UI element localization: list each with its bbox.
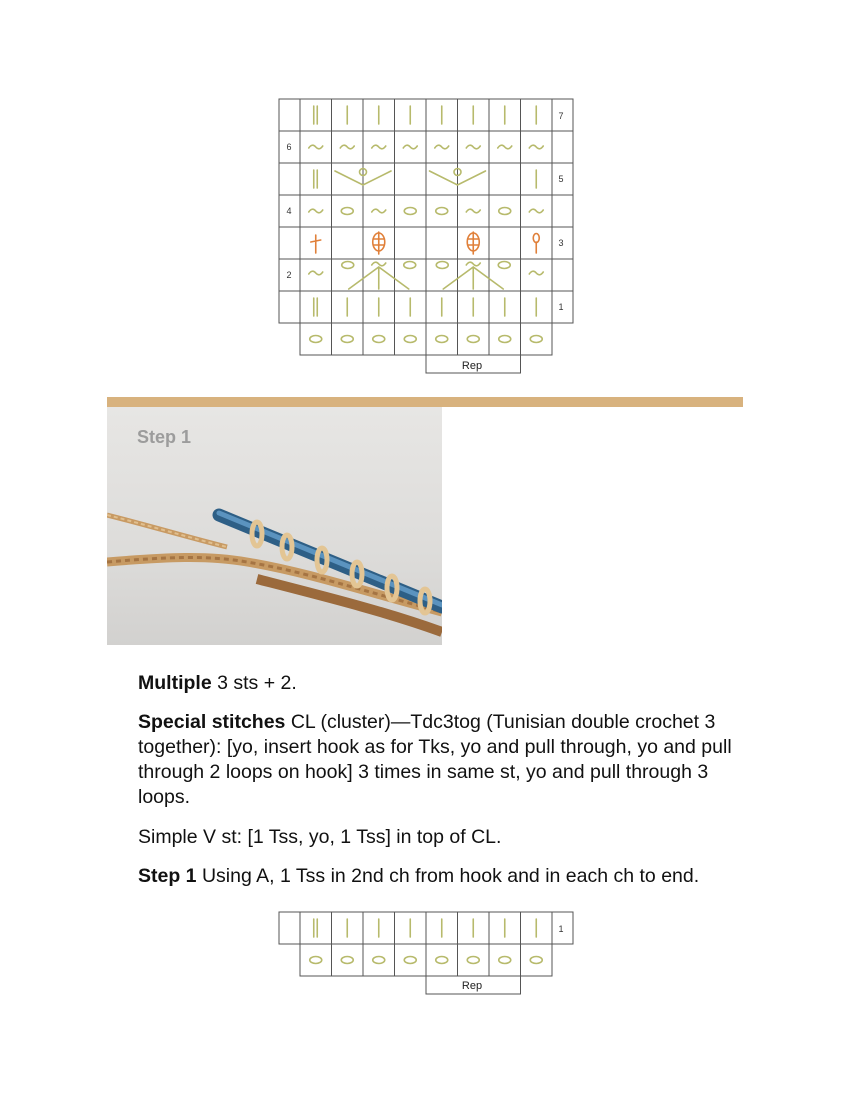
paragraph-special-stitches <box>138 710 748 810</box>
step-1-text: Using A, 1 Tss in 2nd ch from hook and in each ch to end. <box>196 865 700 887</box>
photo-caption: Step 1 <box>137 427 192 447</box>
row4-return-loop-1 <box>341 208 353 215</box>
row2-return-mark-0 <box>309 271 323 275</box>
section-divider-band <box>107 397 743 407</box>
row6-return-mark-7 <box>529 145 543 149</box>
foundation-chain-0 <box>310 336 322 343</box>
row6-return-mark-4 <box>435 145 449 149</box>
foundation-chain-5 <box>467 336 479 343</box>
row2-decrease-top-b <box>466 262 480 266</box>
row6-return-mark-6 <box>498 145 512 149</box>
row6-return-mark-5 <box>466 145 480 149</box>
row2-loop-left-b <box>436 262 448 269</box>
simple-v-text: Simple V st: [1 Tss, yo, 1 Tss] in top of CL. <box>138 826 502 848</box>
row-label-4: 4 <box>286 206 292 216</box>
bottom-foundation-chain-7 <box>530 957 542 964</box>
rep-label-bottom: Rep <box>461 980 483 992</box>
stitch-chart-bottom <box>279 912 579 1002</box>
foundation-chain-4 <box>436 336 448 343</box>
multiple-label: Multiple <box>138 672 212 694</box>
special-stitches-text: CL (cluster)—Tdc3tog (Tunisian double crochet 3 together): [yo, insert hook as for Tks, yo and pull through, yo and pull through 2 loops on hook] 3 times in same st, yo and pull through 3 loops. <box>138 711 732 808</box>
foundation-chain-6 <box>499 336 511 343</box>
row4-return-mark-5 <box>466 209 480 213</box>
row4-return-loop-6 <box>499 208 511 215</box>
row2-decrease-top-a <box>372 262 386 266</box>
foundation-chain-2 <box>373 336 385 343</box>
stitch-chart-bottom-svg <box>279 912 579 1002</box>
bottom-foundation-chain-3 <box>404 957 416 964</box>
foundation-chain-3 <box>404 336 416 343</box>
special-stitches-label: Special stitches <box>138 711 286 733</box>
row2-loop-right-a <box>404 262 416 269</box>
row-label-1: 1 <box>558 302 564 312</box>
bottom-foundation-chain-1 <box>341 957 353 964</box>
row6-return-mark-2 <box>372 145 386 149</box>
stitch-chart-top <box>279 99 579 379</box>
foundation-chain-7 <box>530 336 542 343</box>
row2-decrease-a <box>349 267 409 289</box>
bottom-foundation-chain-0 <box>310 957 322 964</box>
row4-return-mark-2 <box>372 209 386 213</box>
bottom-foundation-chain-5 <box>467 957 479 964</box>
paragraph-multiple <box>138 671 748 696</box>
row-label-7: 7 <box>558 111 564 121</box>
row6-return-mark-3 <box>403 145 417 149</box>
row4-return-loop-4 <box>436 208 448 215</box>
bottom-foundation-chain-2 <box>373 957 385 964</box>
row3-end-stitch-loop <box>533 234 539 243</box>
row2-decrease-b <box>443 267 503 289</box>
row6-return-mark-1 <box>340 145 354 149</box>
row-label-6: 6 <box>286 142 292 152</box>
row2-loop-left-a <box>342 262 354 269</box>
row2-return-mark-7 <box>529 271 543 275</box>
row4-return-mark-7 <box>529 209 543 213</box>
paragraph-simple-v <box>138 825 748 850</box>
row3-start-stitch <box>311 235 321 253</box>
row-label-1-bottom: 1 <box>558 924 564 934</box>
bottom-foundation-chain-4 <box>436 957 448 964</box>
row4-return-loop-3 <box>404 208 416 215</box>
rep-label: Rep <box>461 360 483 372</box>
multiple-text: 3 sts + 2. <box>211 672 297 694</box>
row6-return-mark-0 <box>309 145 323 149</box>
paragraph-step-1 <box>138 864 748 889</box>
bottom-foundation-chain-6 <box>499 957 511 964</box>
row4-return-mark-0 <box>309 209 323 213</box>
stitch-chart-top-svg <box>279 99 579 379</box>
row-label-5: 5 <box>558 174 564 184</box>
foundation-chain-1 <box>341 336 353 343</box>
row-label-3: 3 <box>558 238 564 248</box>
row-label-2: 2 <box>286 270 292 280</box>
step-1-label: Step 1 <box>138 865 197 887</box>
row2-loop-right-b <box>498 262 510 269</box>
step-1-photo <box>107 407 442 645</box>
